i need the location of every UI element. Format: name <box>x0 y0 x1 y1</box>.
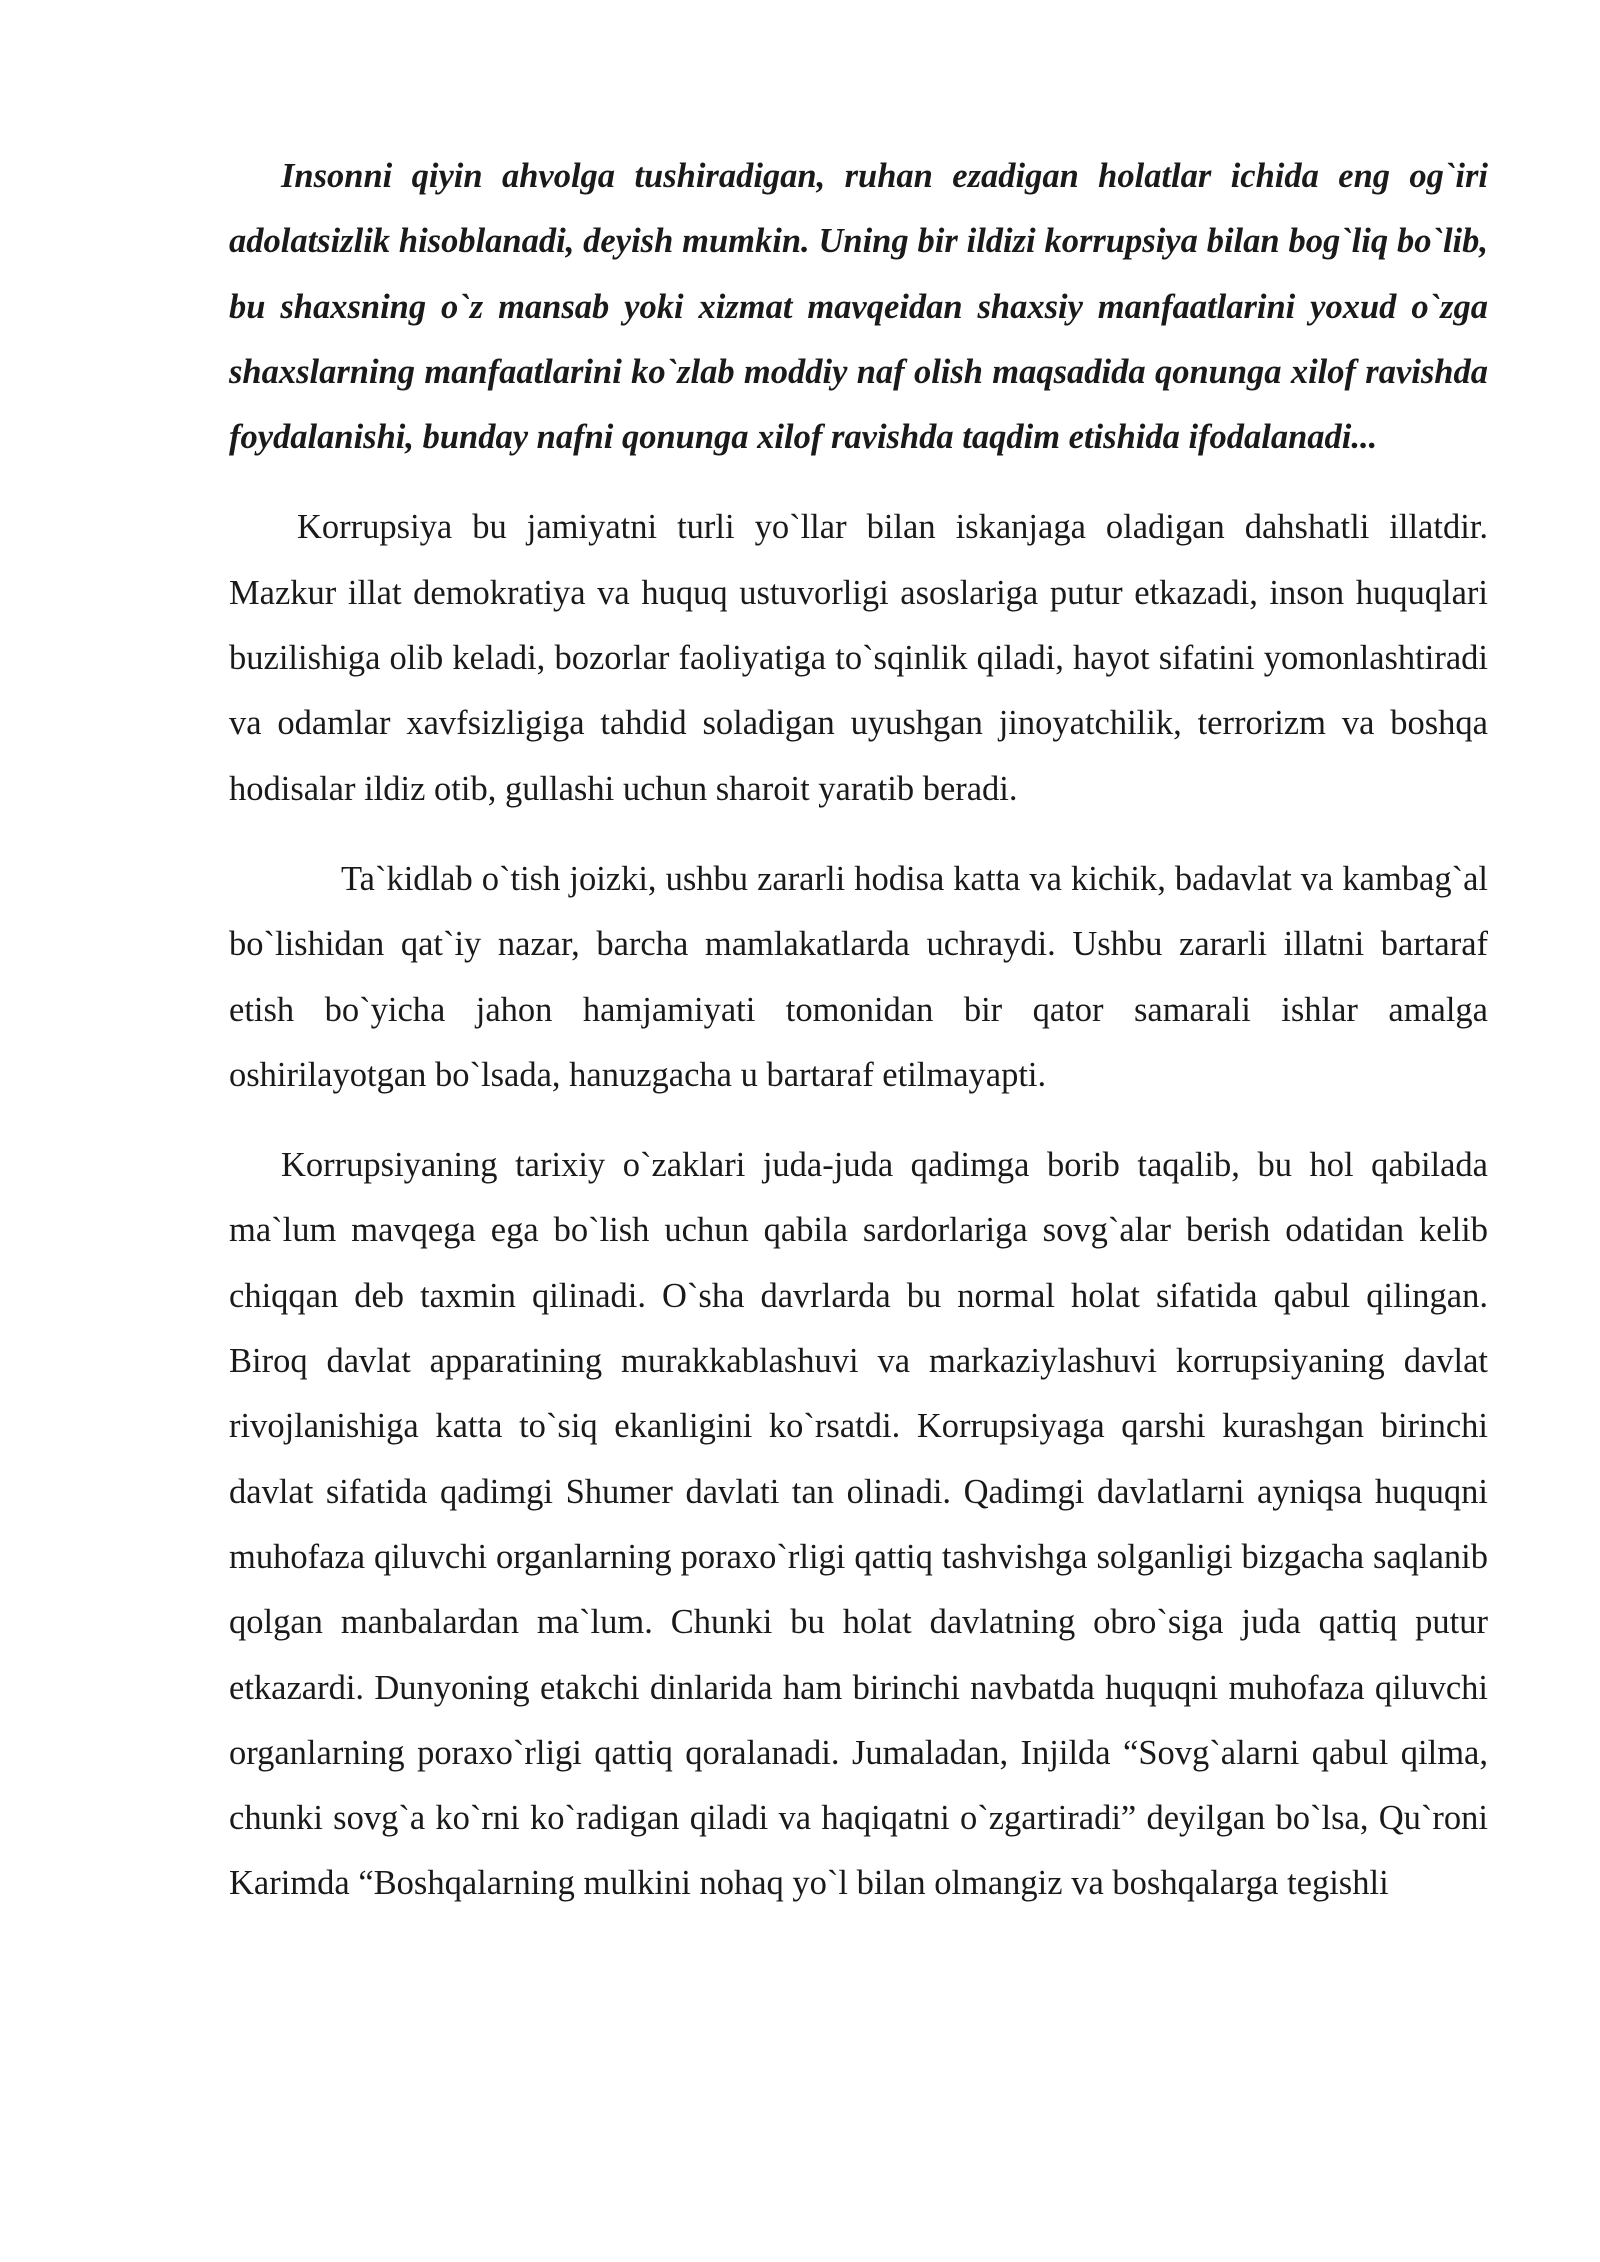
paragraph-1: Korrupsiya bu jamiyatni turli yo`llar bilan iskanjaga oladigan dahshatli illatdir. Mazkur illat demokratiya va huquq ustuvorligi asoslariga putur etkazadi, inson huquqlari buzilishiga olib keladi, bozorlar faoliyatiga to`sqinlik qiladi, hayot sifatini yomonlashtiradi va odamlar xavfsizligiga tahdid soladigan uyushgan jinoyatchilik, terrorizm va boshqa hodisalar ildiz otib, gullashi uchun sharoit yaratib beradi. <box>229 508 1488 808</box>
intro-paragraph: Insonni qiyin ahvolga tushiradigan, ruhan ezadigan holatlar ichida eng og`iri adolatsizlik hisoblanadi, deyish mumkin. Uning bir ildizi korrupsiya bilan bog`liq bo`lib, bu shaxsning o`z mansab yoki xizmat mavqeidan shaxsiy manfaatlarini yoxud o`zga shaxslarning manfaatlarini ko`zlab moddiy naf olish maqsadida qonunga xilof ravishda foydalanishi, bunday nafni qonunga xilof ravishda taqdim etishida ifodalanadi... <box>229 157 1488 457</box>
paragraph-3: Korrupsiyaning tarixiy o`zaklari juda-juda qadimga borib taqalib, bu hol qabilada ma`lum mavqega ega bo`lish uchun qabila sardorlariga sovg`alar berish odatidan kelib chiqqan deb taxmin qilinadi. O`sha davrlarda bu normal holat sifatida qabul qilingan. Biroq davlat apparatining murakkablashuvi va markaziylashuvi korrupsiyaning davlat rivojlanishiga katta to`siq ekanligini ko`rsatdi. Korrupsiyaga qarshi kurashgan birinchi davlat sifatida qadimgi Shumer davlati tan olinadi. Qadimgi davlatlarni ayniqsa huquqni muhofaza qiluvchi organlarning poraxo`rligi qattiq tashvishga solganligi bizgacha saqlanib qolgan manbalardan ma`lum. Chunki bu holat davlatning obro`siga juda qattiq putur etkazardi. Dunyoning etakchi dinlarida ham birinchi navbatda huquqni muhofaza qiluvchi organlarning poraxo`rligi qattiq qoralanadi. Jumaladan, Injilda “Sovg`alarni qabul qilma, chunki sovg`a ko`rni ko`radigan qiladi va haqiqatni o`zgartiradi” deyilgan bo`lsa, Qu`roni Karimda “Boshqalarning mulkini nohaq yo`l bilan olmangiz va boshqalarga tegishli <box>229 1146 1488 1903</box>
document-body <box>229 144 1488 1917</box>
paragraph-2: Ta`kidlab o`tish joizki, ushbu zararli hodisa katta va kichik, badavlat va kambag`al bo`lishidan qat`iy nazar, barcha mamlakatlarda uchraydi. Ushbu zararli illatni bartaraf etish bo`yicha jahon hamjamiyati tomonidan bir qator samarali ishlar amalga oshirilayotgan bo`lsada, hanuzgacha u bartaraf etilmayapti. <box>229 859 1488 1094</box>
